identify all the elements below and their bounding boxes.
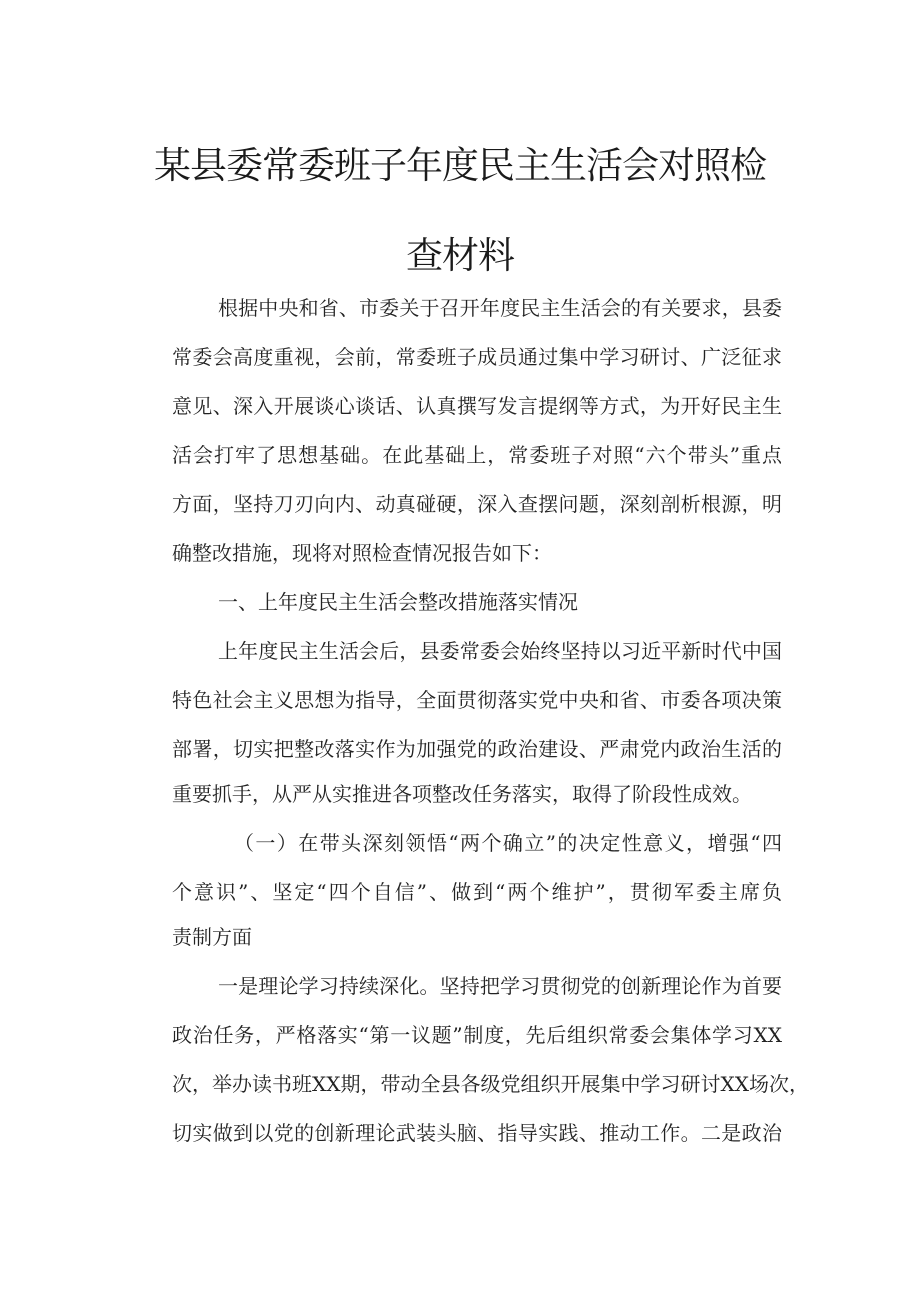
- body-line-6: 确整改措施，现将对照检查情况报告如下：: [172, 541, 552, 565]
- body-line-1: 根据中央和省、市委关于召开年度民主生活会的有关要求，县委: [218, 296, 782, 320]
- body-line-4: 活会打牢了思想基础。在此基础上，常委班子对照“六个带头”重点: [172, 443, 782, 467]
- body-line-10: 部署，切实把整改落实作为加强党的政治建设、严肃党内政治生活的: [172, 737, 782, 761]
- body-line-5: 方面，坚持刀刃向内、动真碰硬，深入查摆问题，深刻剖析根源，明: [172, 492, 782, 516]
- body-line-11: 重要抓手，从严从实推进各项整改任务落实，取得了阶段性成效。: [172, 782, 752, 806]
- subsection-heading-1: （一）在带头深刻领悟“两个确立”的决定性意义，增强“四: [234, 831, 782, 855]
- body-line-18: 切实做到以党的创新理论武装头脑、指导实践、推动工作。二是政治: [172, 1121, 782, 1145]
- document-title-line-1: 某县委常委班子年度民主生活会对照检: [154, 144, 766, 187]
- body-line-15: 一是理论学习持续深化。坚持把学习贯彻党的创新理论作为首要: [218, 974, 782, 998]
- document-title-line-2: 查材料: [406, 234, 514, 277]
- body-line-8: 上年度民主生活会后，县委常委会始终坚持以习近平新时代中国: [218, 639, 782, 663]
- body-line-3: 意见、深入开展谈心谈话、认真撰写发言提纲等方式，为开好民主生: [172, 394, 782, 418]
- body-line-9: 特色社会主义思想为指导，全面贯彻落实党中央和省、市委各项决策: [172, 688, 782, 712]
- body-line-2: 常委会高度重视，会前，常委班子成员通过集中学习研讨、广泛征求: [172, 345, 782, 369]
- subsection-heading-line-2: 个意识”、坚定“四个自信”、做到“两个维护”，贯彻军委主席负: [172, 880, 782, 904]
- section-heading-1: 一、上年度民主生活会整改措施落实情况: [218, 590, 578, 614]
- subsection-heading-line-3: 责制方面: [172, 925, 252, 949]
- body-line-17: 次，举办读书班XX期，带动全县各级党组织开展集中学习研讨XX场次，: [172, 1072, 809, 1096]
- body-line-16: 政治任务，严格落实“第一议题”制度，先后组织常委会集体学习XX: [172, 1023, 782, 1047]
